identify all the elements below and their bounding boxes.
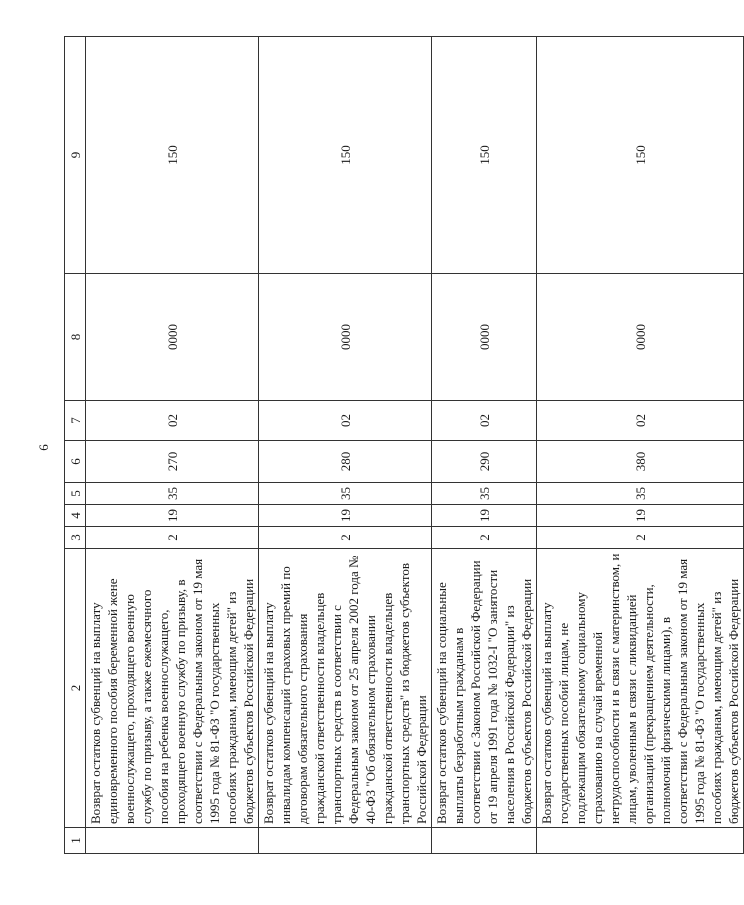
row-classification-code: 150 — [259, 37, 432, 274]
row-program-code: 0000 — [537, 274, 744, 401]
row-program-code: 0000 — [432, 274, 537, 401]
header-cell-col4: 4 — [65, 505, 86, 527]
row-code-cell — [432, 828, 537, 854]
row-admin-code: 2 — [259, 527, 432, 549]
table-row — [86, 37, 259, 854]
row-description: Возврат остатков субвенций на выплату государственных пособий лицам, не подлежащим обязательному социальному страхованию на случай временной нетрудоспособности и в связи с материнством, и лицам, уволенным в связи с ликвидацией организаций (прекращением деятельности, полномочий физическими лицами), в соответствии с Федеральным законом от 19 мая 1995 года № 81-ФЗ "О государственных пособиях гражданам, имеющим детей" из бюджетов субъектов Российской Федерации — [537, 549, 744, 828]
row-article-code: 280 — [259, 441, 432, 483]
row-admin-code: 2 — [432, 527, 537, 549]
row-article-code: 290 — [432, 441, 537, 483]
row-element-code: 02 — [259, 401, 432, 441]
row-classification-code: 150 — [432, 37, 537, 274]
row-subgroup-code: 35 — [259, 483, 432, 505]
row-subgroup-code: 35 — [537, 483, 744, 505]
row-code-cell — [259, 828, 432, 854]
row-admin-code: 2 — [86, 527, 259, 549]
row-description: Возврат остатков субвенций на социальные выплаты безработным гражданам в соответствии с Законом Российской Федерации от 19 апреля 1991 года № 1032-I "О занятости населения в Российской Федерации" из бюджетов субъектов Российской Федерации — [432, 549, 537, 828]
header-cell-col9: 9 — [65, 37, 86, 274]
row-article-code: 380 — [537, 441, 744, 483]
row-group-code: 19 — [259, 505, 432, 527]
row-subgroup-code: 35 — [86, 483, 259, 505]
rotated-page-content — [64, 23, 741, 880]
table-row — [259, 37, 432, 854]
header-cell-col8: 8 — [65, 274, 86, 401]
row-element-code: 02 — [432, 401, 537, 441]
row-element-code: 02 — [86, 401, 259, 441]
row-group-code: 19 — [432, 505, 537, 527]
row-group-code: 19 — [86, 505, 259, 527]
row-classification-code: 150 — [86, 37, 259, 274]
header-cell-col7: 7 — [65, 401, 86, 441]
row-subgroup-code: 35 — [432, 483, 537, 505]
budget-codes-table — [64, 36, 744, 854]
row-program-code: 0000 — [259, 274, 432, 401]
row-program-code: 0000 — [86, 274, 259, 401]
row-code-cell — [86, 828, 259, 854]
page-number: 6 — [35, 444, 51, 451]
header-row — [65, 37, 86, 854]
row-article-code: 270 — [86, 441, 259, 483]
row-group-code: 19 — [537, 505, 744, 527]
header-cell-col3: 3 — [65, 527, 86, 549]
header-cell-col2: 2 — [65, 549, 86, 828]
header-cell-col1: 1 — [65, 828, 86, 854]
row-description: Возврат остатков субвенций на выплату инвалидам компенсаций страховых премий по договорам обязательного страхования гражданской ответственности владельцев транспортных средств в соответствии с Федеральным законом от 25 апреля 2002 года № 40-ФЗ "Об обязательном страховании гражданской ответственности владельцев транспортных средств" из бюджетов субъектов Российской Федерации — [259, 549, 432, 828]
row-element-code: 02 — [537, 401, 744, 441]
table-row — [537, 37, 744, 854]
row-admin-code: 2 — [537, 527, 744, 549]
table-row — [432, 37, 537, 854]
row-description: Возврат остатков субвенций на выплату единовременного пособия беременной жене военнослужащего, проходящего военную службу по призыву, а также ежемесячного пособия на ребенка военнослужащего, проходящего военную службу по призыву, в соответствии с Федеральным законом от 19 мая 1995 года № 81-ФЗ "О государственных пособиях гражданам, имеющим детей" из бюджетов субъектов Российской Федерации — [86, 549, 259, 828]
header-cell-col5: 5 — [65, 483, 86, 505]
row-classification-code: 150 — [537, 37, 744, 274]
row-code-cell — [537, 828, 744, 854]
header-cell-col6: 6 — [65, 441, 86, 483]
